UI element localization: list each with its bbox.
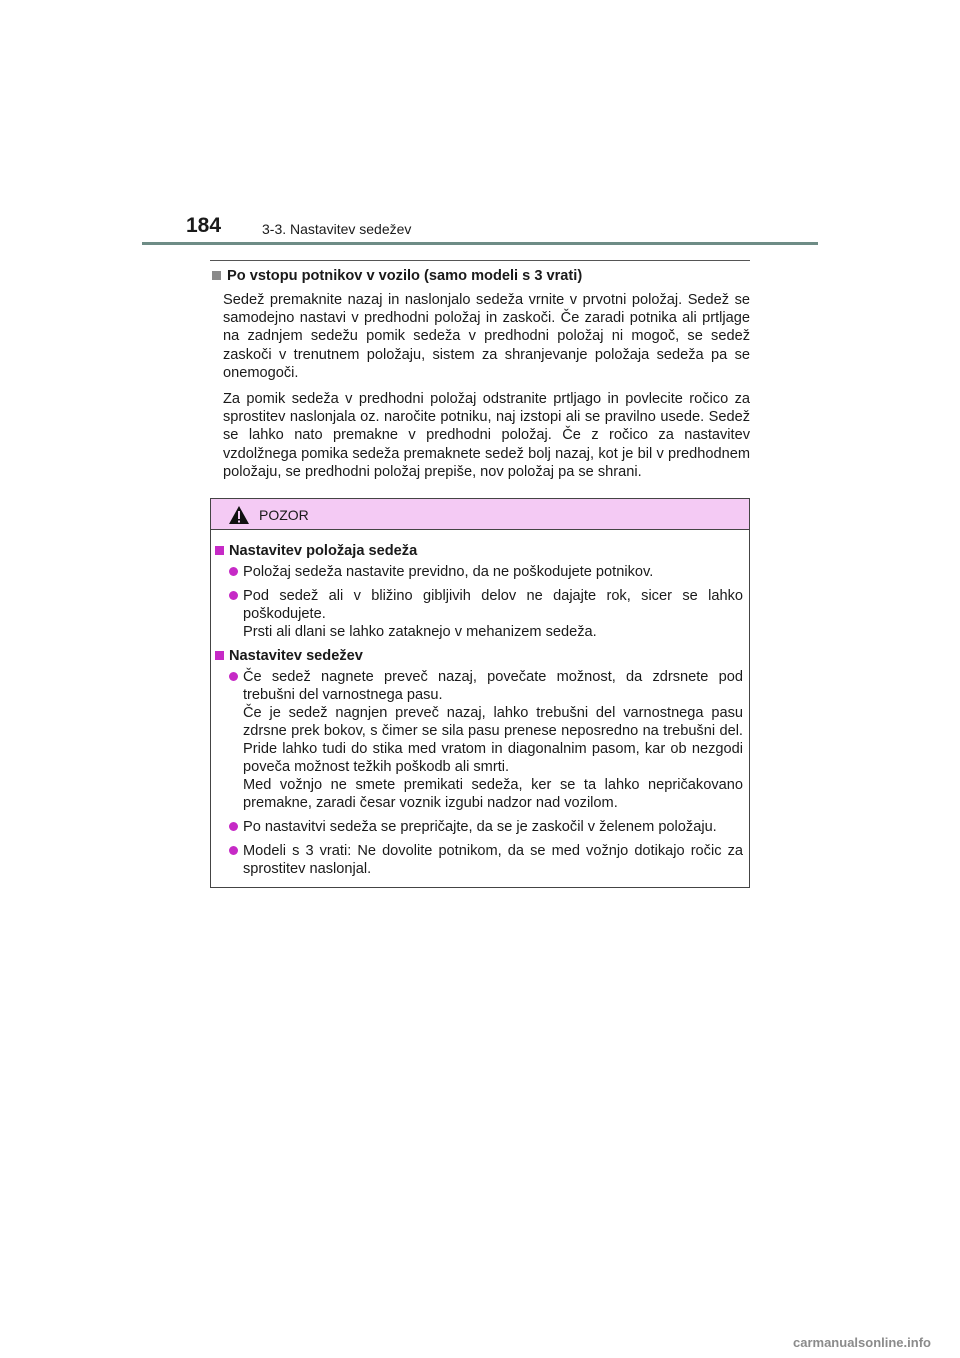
warning-item-text: Če sedež nagnete preveč nazaj, povečate možnost, da zdrsnete pod trebušni del varnostnega pasu. [243, 669, 743, 703]
warning-heading-text: Nastavitev položaja sedeža [229, 543, 418, 559]
warning-item [229, 587, 743, 641]
warning-item-text: Prsti ali dlani se lahko zataknejo v mehanizem sedeža. [243, 624, 597, 640]
warning-item [229, 818, 743, 836]
warning-item-text: Modeli s 3 vrati: Ne dovolite potnikom, da se med vožnjo dotikajo ročic za sprostitev naslonjal. [243, 843, 743, 877]
page-number: 184 [186, 214, 222, 237]
warning-item [229, 563, 743, 581]
subheading [210, 267, 750, 285]
circle-bullet-icon [229, 822, 238, 831]
header-divider [142, 242, 818, 245]
square-bullet-icon [212, 271, 221, 280]
circle-bullet-icon [229, 846, 238, 855]
warning-item-text: Med vožnjo ne smete premikati sedeža, ker se ta lahko nepričakovano premakne, zaradi česar voznik izgubi nadzor nad vozilom. [243, 777, 743, 811]
warning-section-heading [215, 647, 743, 665]
content-divider [210, 260, 750, 261]
warning-body [211, 530, 749, 878]
warning-item-text: Če je sedež nagnjen preveč nazaj, lahko trebušni del varnostnega pasu zdrsne prek bokov, s čimer se sila pasu prenese neposredno na trebušni del. Pride lahko tudi do stika med vratom in diagonalnim pasom, kar ob nezgodi poveča možnost težkih poškodb ali smrti. [243, 705, 743, 775]
subheading-text: Po vstopu potnikov v vozilo (samo modeli s 3 vrati) [227, 268, 583, 284]
warning-box [210, 498, 750, 888]
warning-item [229, 668, 743, 812]
paragraph: Za pomik sedeža v predhodni položaj odstranite prtljago in povlecite ročico za sprostitev naslonjala oz. naročite potniku, naj izstopi ali se pravilno usede. Sedež se lahko nato premakne v predhodni položaj. Če z ročico za nastavitev vzdolžnega pomika sedeža premaknete sedež bolj nazaj, kot je bil v predhodnem položaju, se predhodni položaj prepiše, nov položaj pa se shrani. [223, 391, 750, 480]
warning-heading-text: Nastavitev sedežev [229, 648, 363, 664]
warning-item-text: Po nastavitvi sedeža se prepričajte, da se je zaskočil v želenem položaju. [243, 819, 717, 835]
square-bullet-icon [215, 546, 224, 555]
square-bullet-icon [215, 651, 224, 660]
main-content [210, 267, 750, 481]
watermark: carmanualsonline.info [793, 1335, 931, 1350]
warning-section-heading [215, 542, 743, 560]
warning-item-text: Pod sedež ali v bližino gibljivih delov ne dajajte rok, sicer se lahko poškodujete. [243, 588, 743, 622]
warning-item [229, 842, 743, 878]
paragraph: Sedež premaknite nazaj in naslonjalo sedeža vrnite v prvotni položaj. Sedež se samodejno nastavi v predhodni položaj in zaskoči. Če zaradi potnika ali prtljage na zadnjem sedežu pomik sedeža v predhodni položaj ni mogoč, se sedež zaskoči v trenutnem položaju, sistem za shranjevanje položaja sedeža pa se onemogoči. [223, 292, 750, 381]
warning-triangle-icon [228, 505, 250, 525]
circle-bullet-icon [229, 591, 238, 600]
warning-title: POZOR [259, 507, 309, 523]
circle-bullet-icon [229, 567, 238, 576]
circle-bullet-icon [229, 672, 238, 681]
section-title: 3-3. Nastavitev sedežev [262, 221, 412, 237]
warning-item-text: Položaj sedeža nastavite previdno, da ne poškodujete potnikov. [243, 564, 654, 580]
warning-header [211, 499, 749, 530]
